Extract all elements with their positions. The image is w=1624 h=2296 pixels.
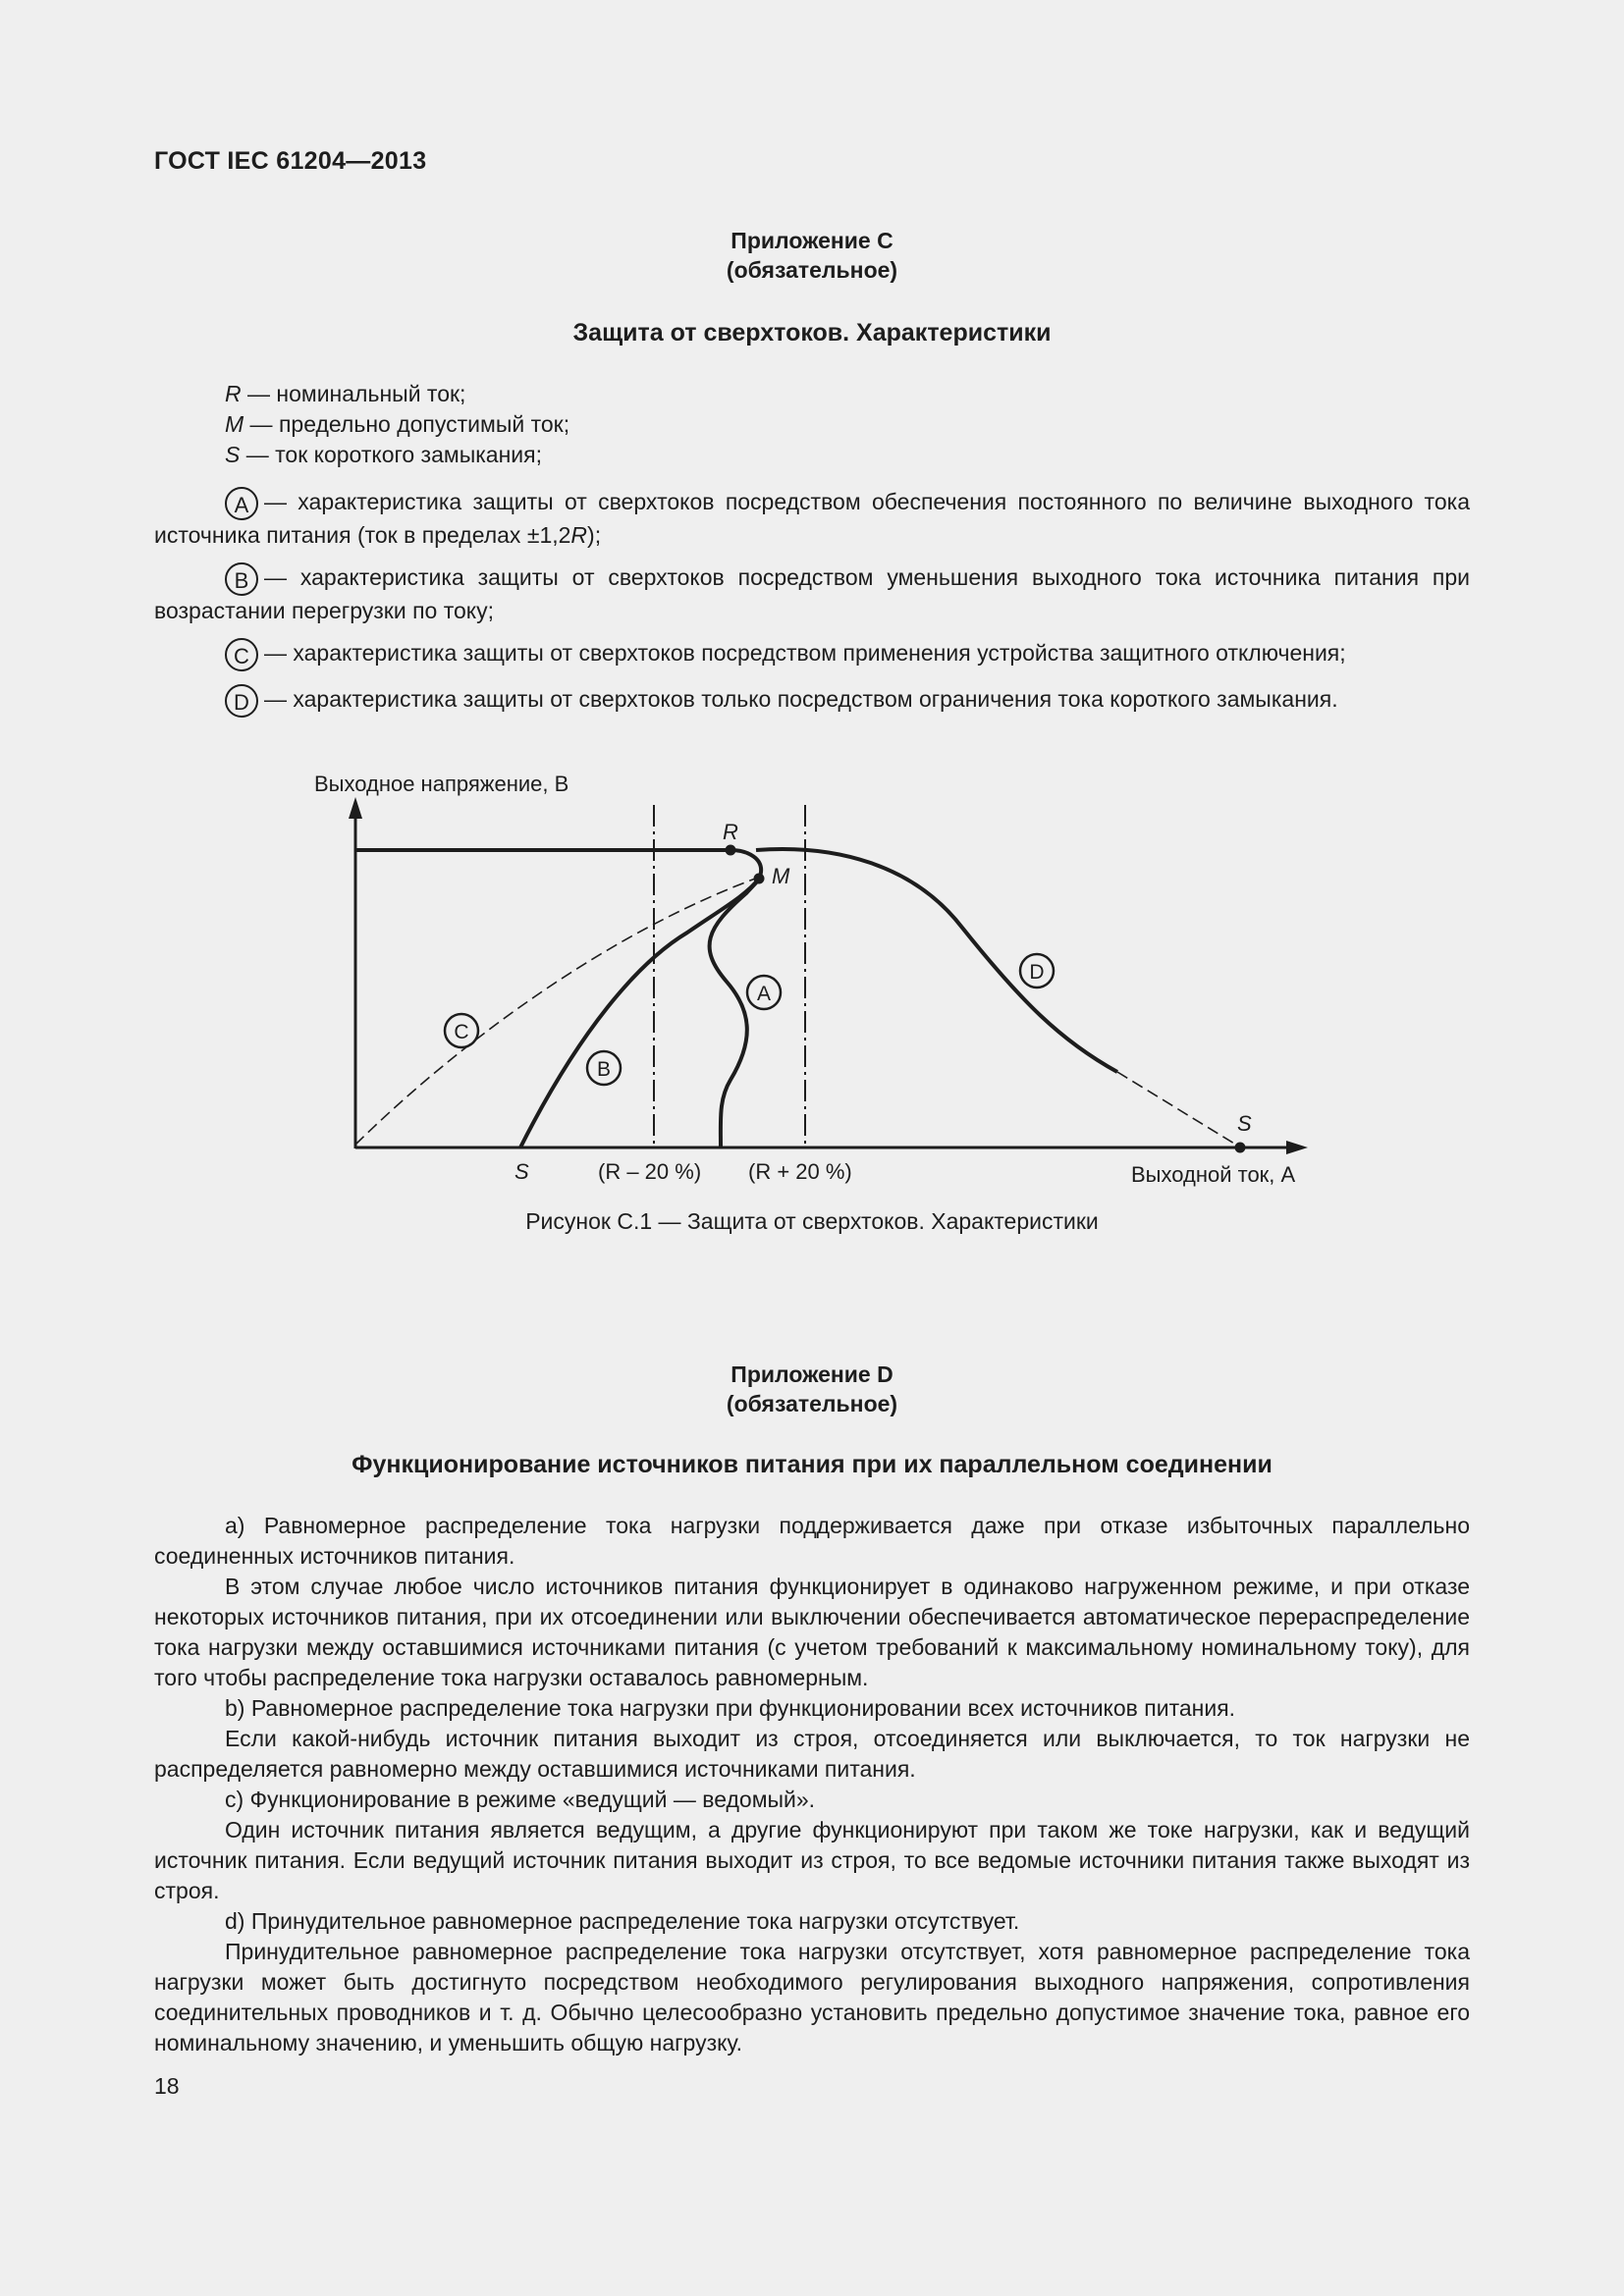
mark-a: A [225, 487, 258, 520]
appendix-c-heading: Защита от сверхтоков. Характеристики [572, 319, 1052, 347]
marker-d: D [1029, 961, 1045, 984]
appendix-c-title: Приложение С [731, 228, 893, 253]
rated-voltage-line [355, 850, 761, 877]
def-r-symbol: R [225, 381, 242, 406]
def-m-symbol: M [225, 411, 244, 437]
point-r [726, 845, 736, 856]
appendix-d-title: Приложение D [731, 1362, 893, 1387]
curve-d [756, 849, 1117, 1072]
item-c-text: — характеристика защиты от сверхтоков посредством применения устройства защитного отключения; [264, 640, 1346, 667]
appendix-d-title-block [154, 1360, 1470, 1418]
def-m-text: — предельно допустимый ток; [244, 411, 570, 437]
marker-a: A [756, 983, 772, 1005]
item-b-text: — характеристика защиты от сверхтоков посредством уменьшения выходного тока источника питания при возрастании перегрузки по току; [154, 564, 1470, 623]
point-s-right [1235, 1143, 1246, 1153]
appendix-d-heading: Функционирование источников питания при их параллельном соединении [352, 1451, 1272, 1478]
paragraph-d-detail: Принудительное равномерное распределение тока нагрузки отсутствует, хотя равномерное распределение тока нагрузки может быть достигнуто посредством необходимого регулирования выходного напряжения, сопротивления соединительных проводников и т. д. Обычно целесообразно установить предельно допустимое значение тока, равное его номинальному значению, и уменьшить общую нагрузку. [154, 1939, 1470, 2056]
point-m [754, 874, 765, 884]
curve-c [355, 878, 758, 1145]
marker-b: B [596, 1058, 612, 1081]
paragraph-a-detail: В этом случае любое число источников питания функционирует в одинаково нагруженном режиме, и при отказе некоторых источников питания, при их отсоединении или выключении обеспечивается автоматическое перераспределение тока нагрузки между оставшимися источниками питания (с учетом требований к максимальному номинальному току), для того чтобы распределение тока нагрузки оставалось равномерным. [154, 1574, 1470, 1690]
curve-d-extension [1117, 1072, 1239, 1147]
marker-c: C [454, 1021, 469, 1043]
paragraph-c-detail: Один источник питания является ведущим, а другие функционируют при таком же токе нагрузки, как и ведущий источник питания. Если ведущий источник питания выходит из строя, то все ведомые источники питания также выходят из строя. [154, 1817, 1470, 1903]
x-tick-r-plus-20: (R + 20 %) [748, 1159, 852, 1184]
item-d-text: — характеристика защиты от сверхтоков только посредством ограничения тока короткого замыкания. [264, 686, 1338, 713]
label-s-right: S [1237, 1111, 1252, 1136]
def-s-text: — ток короткого замыкания; [240, 442, 542, 467]
appendix-d-body [154, 1511, 1470, 2058]
label-r: R [723, 820, 738, 844]
item-a-text: — характеристика защиты от сверхтоков посредством обеспечения постоянного по величине выходного тока источника питания (ток в пределах ±1,2 [154, 489, 1470, 548]
paragraph-c: c) Функционирование в режиме «ведущий — ведомый». [225, 1787, 816, 1812]
figure-caption: Рисунок С.1 — Защита от сверхтоков. Характеристики [525, 1208, 1099, 1234]
document-header: ГОСТ IEC 61204—2013 [154, 147, 427, 175]
x-tick-r-minus-20: (R – 20 %) [598, 1159, 702, 1184]
mark-d: D [225, 684, 258, 718]
def-s-symbol: S [225, 442, 241, 467]
paragraph-b: b) Равномерное распределение тока нагрузки при функционировании всех источников питания. [225, 1695, 1236, 1721]
mark-b: B [225, 562, 258, 596]
x-axis-arrow [1286, 1141, 1308, 1154]
item-a-r: R [570, 522, 588, 548]
appendix-d-status: (обязательное) [726, 1391, 898, 1416]
y-axis-arrow [349, 797, 362, 819]
paragraph-d: d) Принудительное равномерное распределение тока нагрузки отсутствует. [225, 1908, 1020, 1934]
x-axis-label: Выходной ток, А [1131, 1162, 1296, 1187]
label-m: M [772, 864, 790, 888]
curve-a [710, 879, 760, 1148]
y-axis-label: Выходное напряжение, В [314, 772, 569, 796]
item-a-text-end: ); [587, 522, 602, 548]
page-number: 18 [154, 2073, 180, 2099]
mark-c: C [225, 638, 258, 671]
paragraph-b-detail: Если какой-нибудь источник питания выходит из строя, отсоединяется или выключается, то ток нагрузки не распределяется равномерно между оставшимися источниками питания. [154, 1726, 1470, 1782]
paragraph-a: a) Равномерное распределение тока нагрузки поддерживается даже при отказе избыточных параллельно соединенных источников питания. [154, 1513, 1470, 1569]
appendix-c-status: (обязательное) [726, 257, 898, 283]
def-r-text: — номинальный ток; [241, 381, 466, 406]
label-s-left: S [514, 1159, 529, 1184]
